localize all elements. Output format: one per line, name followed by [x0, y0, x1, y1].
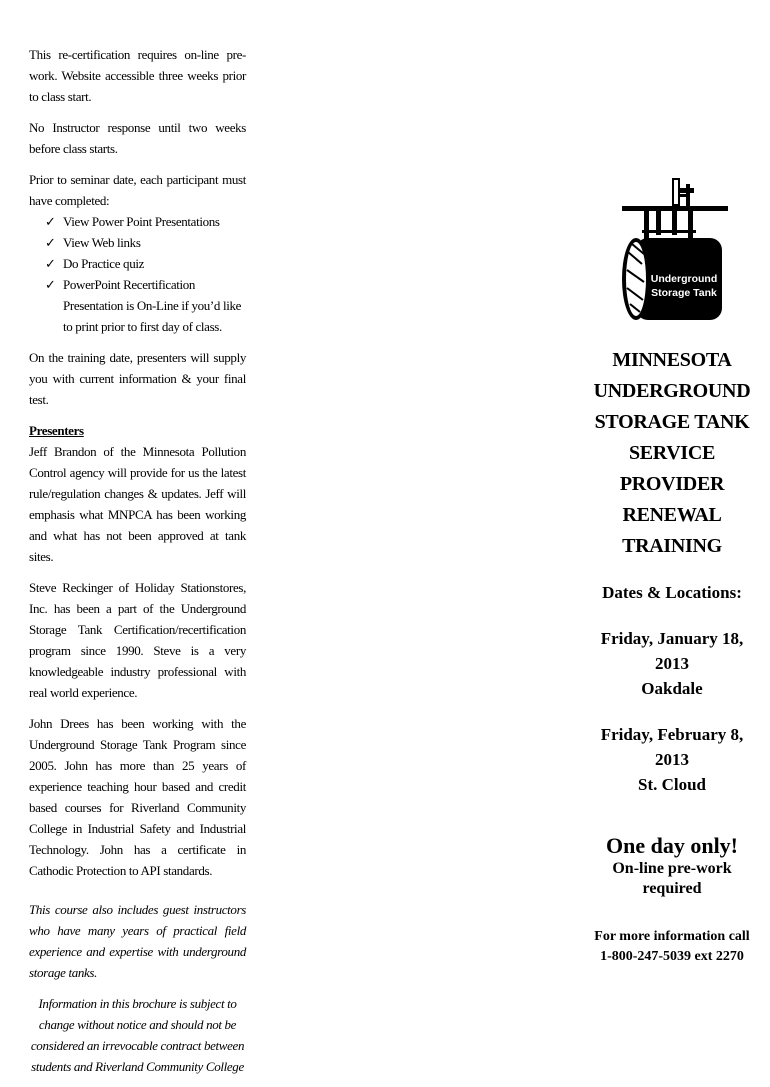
- prework-notice: This re-certification requires on-line pre-work. Website accessible three weeks prior to class start.: [29, 47, 246, 104]
- underground-storage-tank-icon: [622, 178, 728, 322]
- checkmark-icon: ✓: [45, 235, 56, 250]
- main-title: [586, 345, 758, 562]
- checkmark-icon: ✓: [45, 256, 56, 271]
- presenter-bio-jeff-brandon: Jeff Brandon of the Minnesota Pollution Control agency will provide for us the latest rule/regulation changes & updates. Jeff will emphasis what MNPCA has been working and what has not been approved at tank sites.: [29, 444, 246, 564]
- dates-heading: Dates & Locations:: [602, 583, 742, 602]
- right-column: [586, 345, 758, 967]
- title-line: STORAGE TANK: [594, 411, 750, 433]
- event-st-cloud: [586, 722, 758, 797]
- title-line: MINNESOTA: [612, 349, 732, 371]
- list-item: ✓ Do Practice quiz: [45, 253, 246, 274]
- training-date-note: On the training date, presenters will supply you with current information & your final test.: [29, 350, 246, 407]
- event-location: St. Cloud: [637, 775, 707, 794]
- logo-text-line2: Storage Tank: [651, 287, 717, 299]
- requirements-checklist: [29, 211, 246, 337]
- title-line: SERVICE PROVIDER: [619, 442, 725, 495]
- presenters-heading: Presenters: [29, 423, 84, 438]
- title-line: UNDERGROUND: [593, 380, 751, 402]
- disclaimer: Information in this brochure is subject to change without notice and should not be considered an irrevocable contract between students and Riverland Community College: [30, 996, 245, 1074]
- event-date: Friday, January 18, 2013: [600, 629, 744, 673]
- title-line: RENEWAL: [622, 504, 722, 526]
- presenter-bio-john-drees: John Drees has been working with the Underground Storage Tank Program since 2005. John has more than 25 years of experience teaching hour based and credit based courses for Riverland Community College in Industrial Safety and Industrial Technology. John has a certificate in Cathodic Protection to API standards.: [29, 716, 246, 878]
- list-item: ✓ View Web links: [45, 232, 246, 253]
- guest-instructors-note: This course also includes guest instructors who have many years of practical field experience and expertise with underground storage tanks.: [29, 902, 246, 980]
- logo-text-line1: Underground: [650, 273, 718, 285]
- list-item: ✓ View Power Point Presentations: [45, 211, 246, 232]
- checkmark-icon: ✓: [45, 277, 56, 292]
- event-oakdale: [586, 626, 758, 701]
- event-location: Oakdale: [641, 679, 703, 698]
- ust-logo: [622, 178, 728, 322]
- one-day-only: One day only!: [605, 833, 739, 858]
- checkmark-icon: ✓: [45, 214, 56, 229]
- prework-required: On-line pre-work required: [612, 860, 732, 897]
- title-line: TRAINING: [622, 535, 722, 557]
- instructor-response-notice: No Instructor response until two weeks before class starts.: [29, 120, 246, 156]
- presenter-bio-steve-reckinger: Steve Reckinger of Holiday Stationstores, Inc. has been a part of the Underground Storage Tank Certification/recertification program since 1990. Steve is a very knowledgeable industry professional with real world experience.: [29, 580, 246, 700]
- requirements-intro: Prior to seminar date, each participant must have completed:: [29, 172, 246, 208]
- list-item: ✓ PowerPoint Recertification Presentation is On-Line if you’d like to print prior to first day of class.: [45, 274, 246, 337]
- left-column: [29, 44, 246, 1087]
- contact-info: [586, 927, 758, 967]
- event-date: Friday, February 8, 2013: [600, 725, 744, 769]
- phone-number: 1-800-247-5039 ext 2270: [600, 949, 744, 964]
- contact-line: For more information call: [594, 929, 750, 944]
